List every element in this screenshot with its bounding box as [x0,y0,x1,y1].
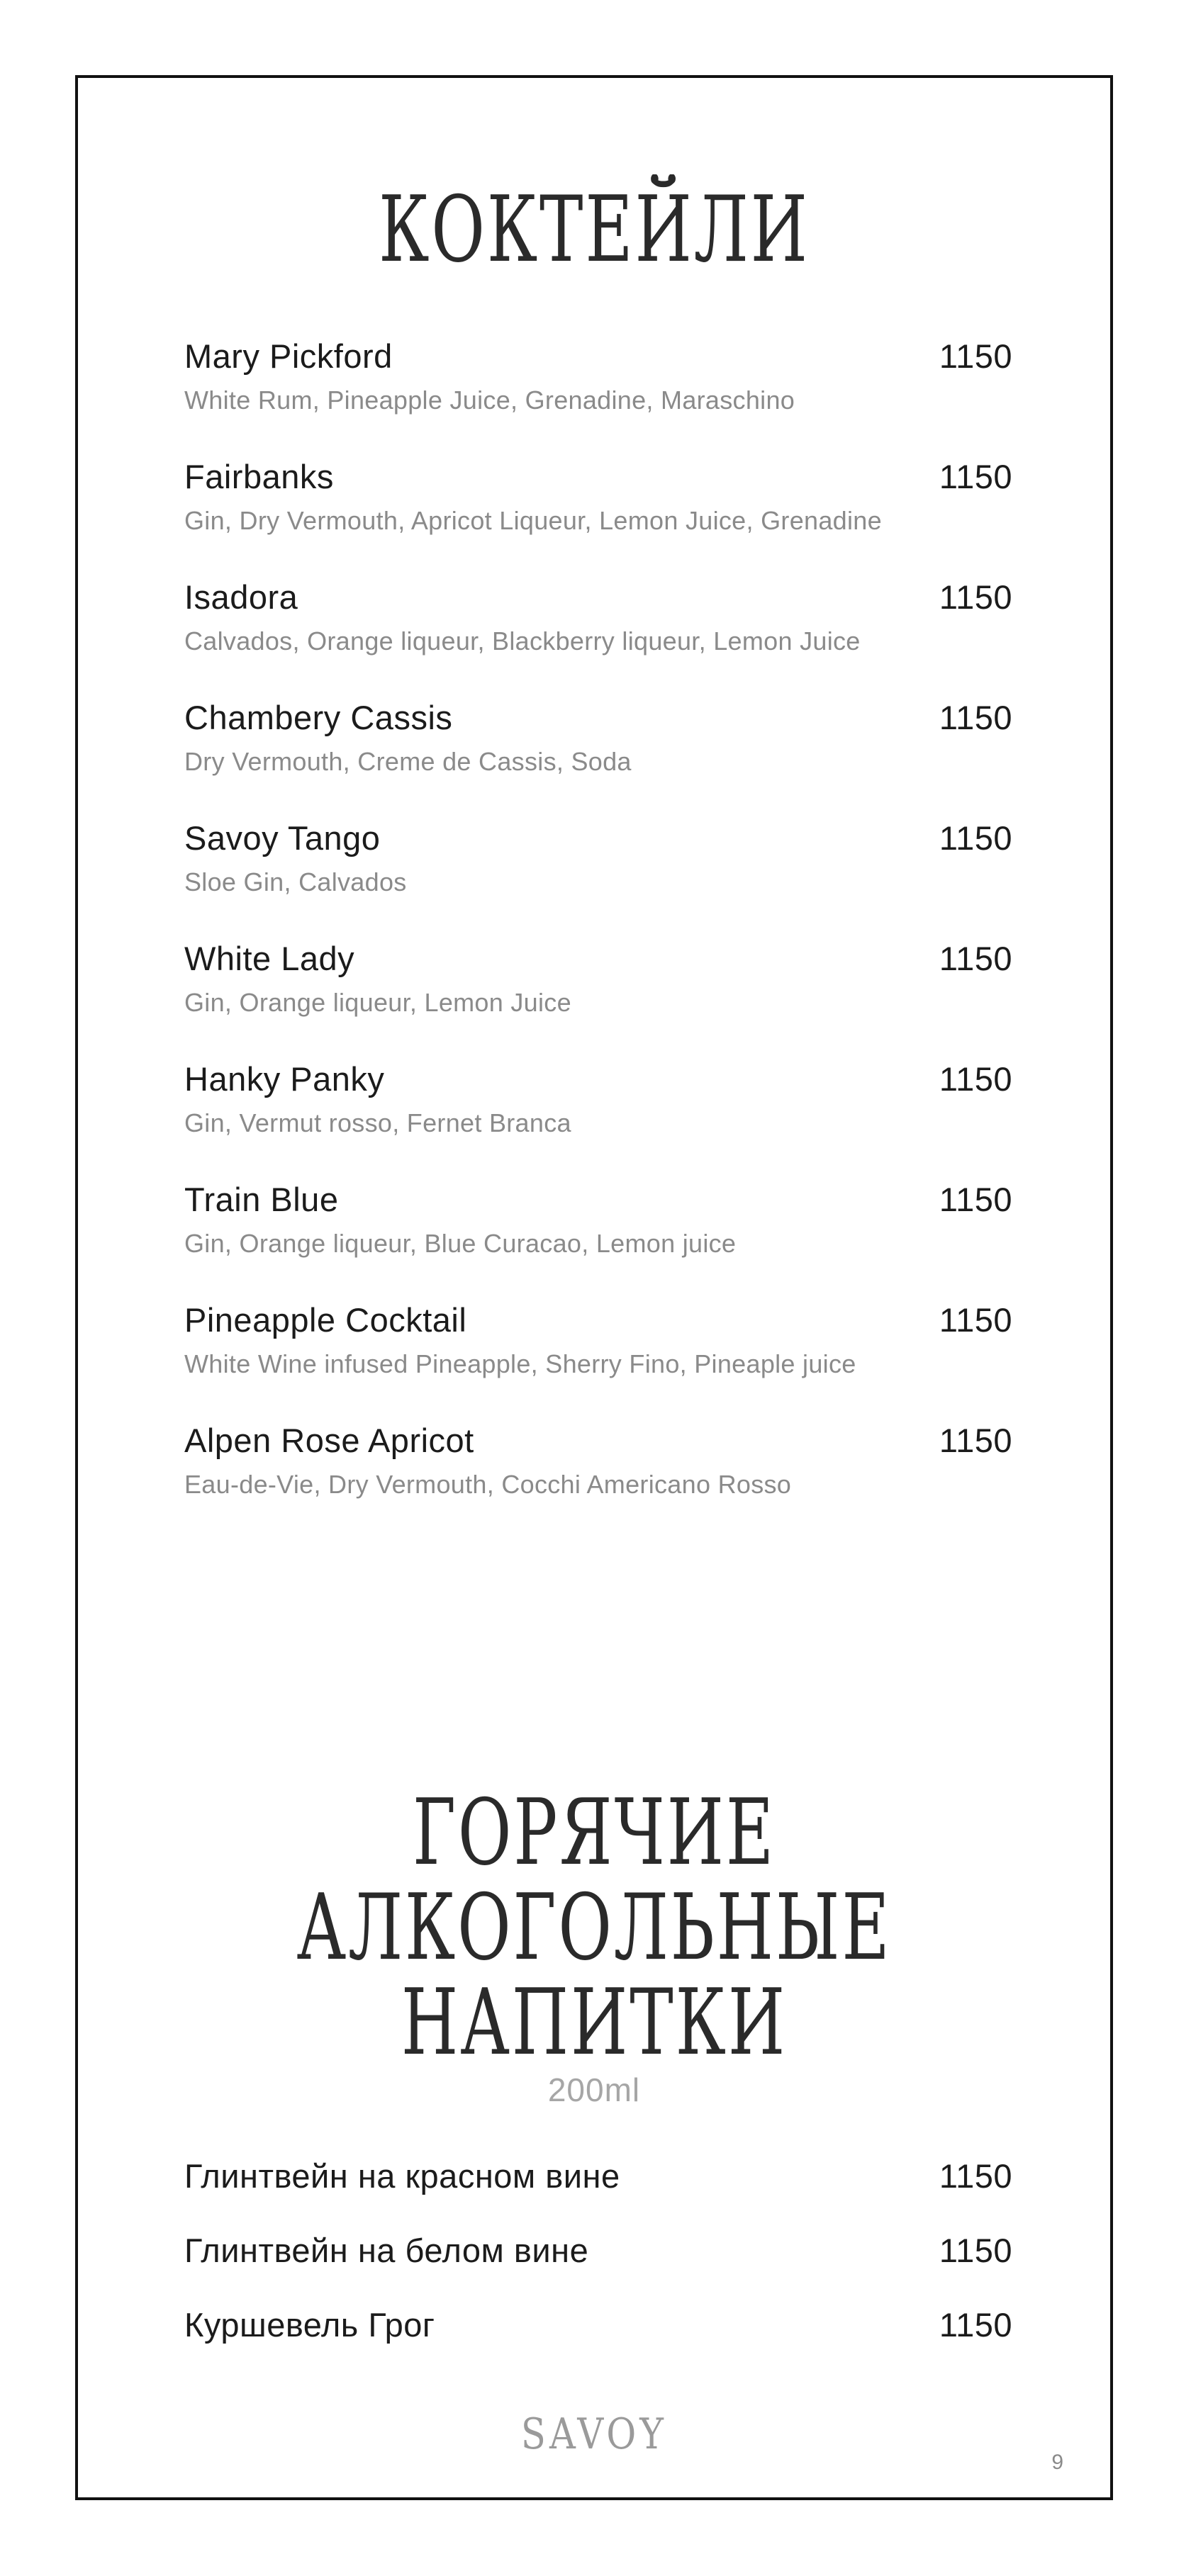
item-name: Куршевель Грог [184,2306,435,2344]
item-price: 1150 [939,1422,1012,1459]
item-description: Gin, Vermut rosso, Fernet Branca [184,1108,571,1137]
item-name: Hanky Panky [184,1060,385,1098]
item-price: 1150 [939,578,1012,616]
item-price: 1150 [939,940,1012,977]
item-name: Pineapple Cocktail [184,1301,467,1339]
hot-drinks-list [184,2152,1012,2375]
hot-drinks-title-line: ГОРЯЧИЕ [412,1780,776,1886]
menu-item [184,1054,1012,1175]
item-name: Savoy Tango [184,819,381,857]
item-price: 1150 [939,699,1012,736]
menu-item [184,934,1012,1054]
item-name: Fairbanks [184,458,334,495]
menu-item [184,2152,1012,2226]
item-price: 1150 [939,2157,1012,2195]
item-price: 1150 [939,1060,1012,1098]
item-description: White Rum, Pineapple Juice, Grenadine, Maraschino [184,386,795,415]
menu-page-frame [75,75,1113,2500]
menu-item [184,814,1012,934]
item-name: Глинтвейн на белом вине [184,2232,589,2269]
menu-item [184,1295,1012,1416]
hot-drinks-volume: 200ml [547,2071,641,2108]
menu-item [184,693,1012,814]
menu-item [184,1416,1012,1536]
item-price: 1150 [939,819,1012,857]
brand-logo: SAVOY [520,2409,668,2459]
item-price: 1150 [939,458,1012,495]
menu-item [184,2226,1012,2300]
menu-item [184,332,1012,452]
item-description: Dry Vermouth, Creme de Cassis, Soda [184,747,632,776]
hot-drinks-title-line: НАПИТКИ [401,1970,788,2076]
item-name: Train Blue [184,1181,339,1218]
item-description: Gin, Orange liqueur, Blue Curacao, Lemon juice [184,1229,737,1258]
menu-item [184,1175,1012,1295]
hot-drinks-title [223,1780,966,2076]
item-name: Mary Pickford [184,337,393,375]
item-description: White Wine infused Pineapple, Sherry Fino, Pineaple juice [184,1349,856,1378]
item-name: Chambery Cassis [184,699,453,736]
menu-item [184,2300,1012,2375]
item-price: 1150 [939,2232,1012,2269]
menu-item [184,573,1012,693]
cocktail-list [184,332,1012,1536]
item-description: Calvados, Orange liqueur, Blackberry liqueur, Lemon Juice [184,626,861,656]
item-description: Gin, Orange liqueur, Lemon Juice [184,988,571,1017]
cocktails-title: КОКТЕЙЛИ [379,177,810,283]
item-price: 1150 [939,337,1012,375]
item-name: Alpen Rose Apricot [184,1422,474,1459]
item-name: Isadora [184,578,298,616]
item-description: Eau-de-Vie, Dry Vermouth, Cocchi Americano Rosso [184,1470,792,1499]
item-price: 1150 [939,2306,1012,2344]
hot-drinks-title-line: АЛКОГОЛЬНЫЕ [296,1875,892,1981]
item-price: 1150 [939,1181,1012,1218]
menu-item [184,452,1012,573]
item-name: White Lady [184,940,355,977]
item-price: 1150 [939,1301,1012,1339]
item-description: Gin, Dry Vermouth, Apricot Liqueur, Lemon Juice, Grenadine [184,506,882,535]
page-number: 9 [1051,2451,1063,2474]
item-description: Sloe Gin, Calvados [184,867,407,896]
item-name: Глинтвейн на красном вине [184,2157,620,2195]
